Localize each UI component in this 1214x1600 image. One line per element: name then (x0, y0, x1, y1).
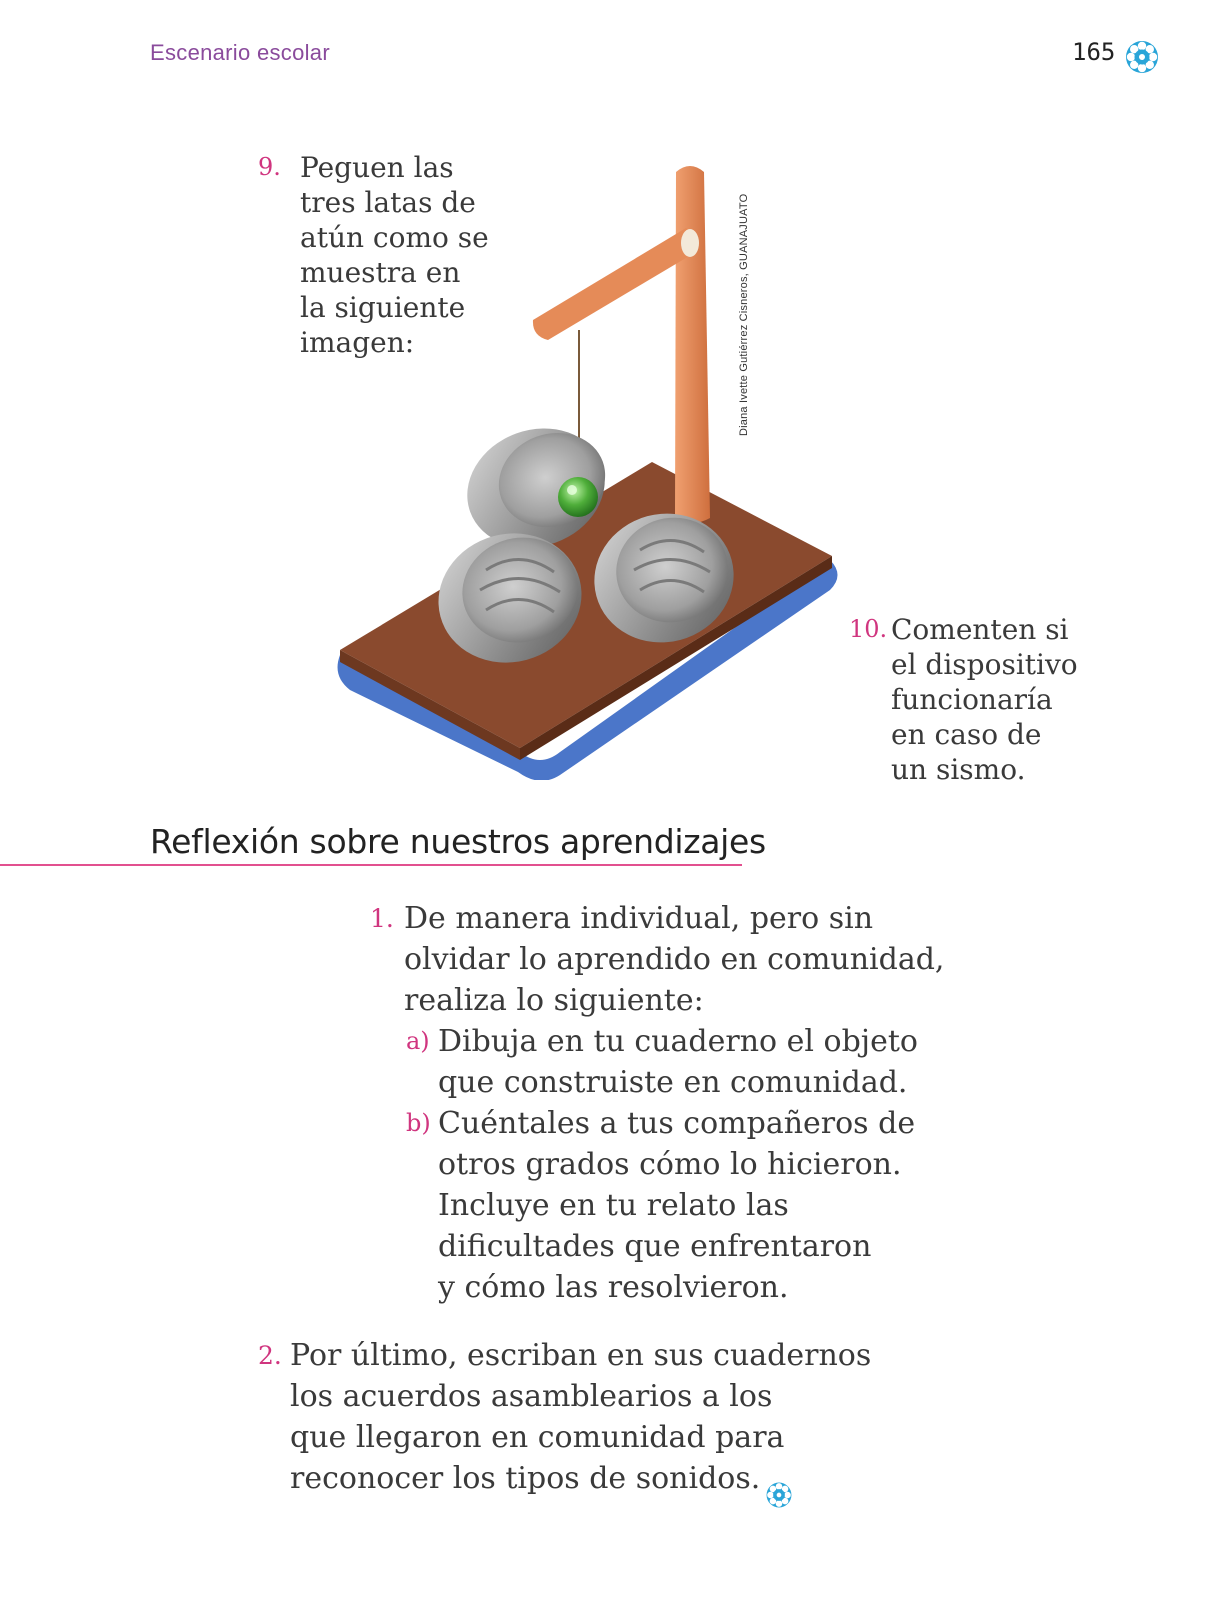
pendulum-device-illustration (330, 150, 850, 780)
page-number: 165 (1072, 38, 1116, 66)
flower-badge-icon (1124, 39, 1160, 75)
item-number: 1. (370, 904, 394, 933)
end-mark-icon (765, 1481, 793, 1509)
section-divider (0, 864, 742, 866)
subitem-b (406, 1103, 946, 1308)
reflection-item-2 (258, 1335, 908, 1499)
item-text: De manera individual, pero sin olvidar lo aprendido en comunidad, realiza lo siguiente: (404, 901, 945, 1018)
subitem-text: Cuéntales a tus compañeros de otros grados cómo lo hicieron. Incluye en tu relato las dificultades que enfrentaron y cómo las resolvieron. (438, 1106, 916, 1305)
subitem-letter: b) (406, 1109, 431, 1137)
subitem-a (406, 1021, 946, 1103)
illustration-credit: Diana Ivette Gutiérrez Cisneros, GUANAJUATO (738, 193, 750, 436)
step-number: 9. (258, 153, 281, 181)
subitem-letter: a) (406, 1027, 430, 1055)
item-text: Por último, escriban en sus cuadernos los acuerdos asamblearios a los que llegaron en comunidad para reconocer los tipos de sonidos. (290, 1338, 872, 1496)
step-10 (849, 612, 1089, 787)
item-number: 2. (258, 1341, 282, 1370)
section-title: Reflexión sobre nuestros aprendizajes (150, 822, 766, 861)
step-text: Peguen las tres latas de atún como se muestra en la siguiente imagen: (300, 151, 489, 359)
subitem-text: Dibuja en tu cuaderno el objeto que construiste en comunidad. (438, 1024, 918, 1100)
reflection-item-1 (370, 898, 970, 1021)
step-number: 10. (849, 615, 888, 643)
step-text: Comenten si el dispositivo funcionaría en caso de un sismo. (891, 613, 1078, 786)
running-head: Escenario escolar (150, 40, 330, 65)
